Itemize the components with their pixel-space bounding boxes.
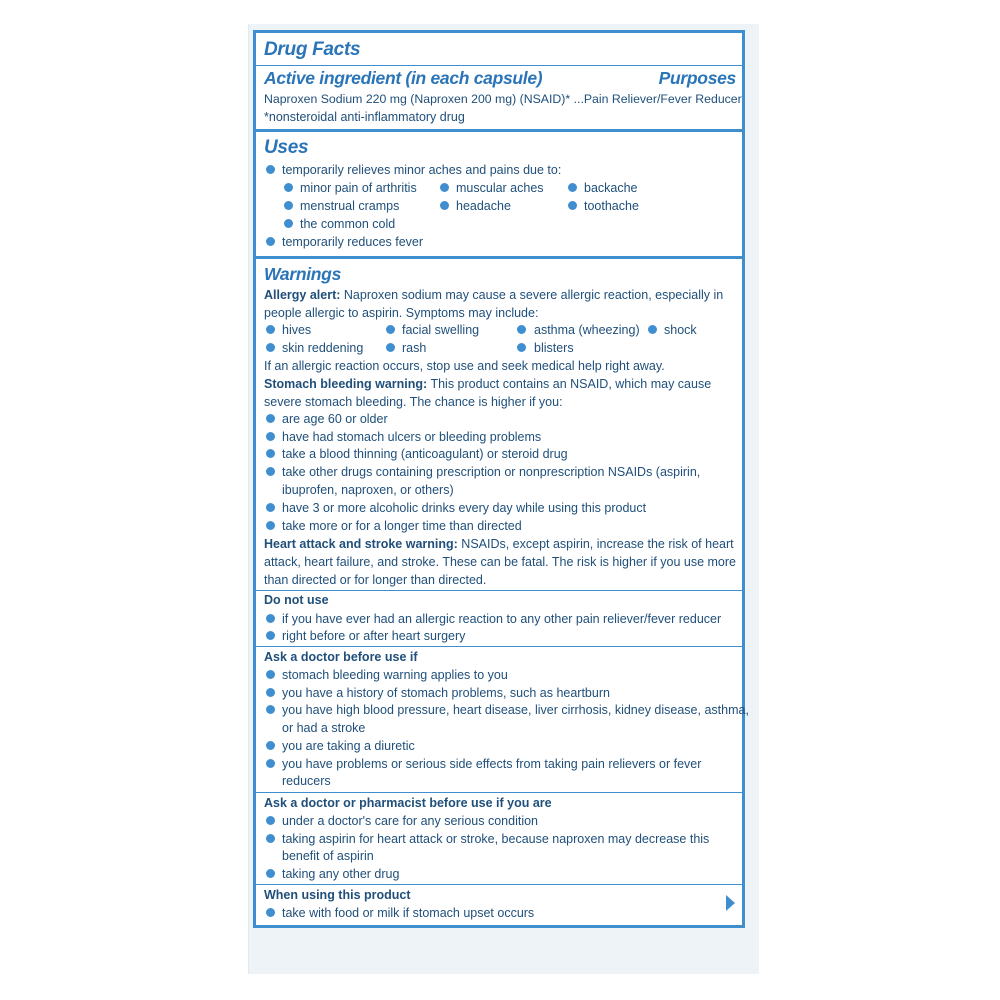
- bullet-dot-icon: [440, 183, 449, 192]
- stomach-item: take a blood thinning (anticoagulant) or steroid drug: [282, 447, 568, 461]
- purposes-heading: Purposes: [658, 68, 736, 88]
- ask-pharmacist-heading: Ask a doctor or pharmacist before use if you are: [264, 796, 552, 810]
- ask-pharmacist-item-cont: benefit of aspirin: [282, 849, 374, 863]
- bullet-dot-icon: [266, 432, 275, 441]
- uses-intro: temporarily relieves minor aches and pains due to:: [282, 163, 562, 177]
- section-divider: [256, 884, 742, 885]
- bullet-dot-icon: [266, 631, 275, 640]
- bullet-dot-icon: [266, 165, 275, 174]
- bullet-dot-icon: [266, 759, 275, 768]
- ask-doctor-heading: Ask a doctor before use if: [264, 650, 418, 664]
- bullet-dot-icon: [284, 201, 293, 210]
- when-using-heading: When using this product: [264, 888, 411, 902]
- stomach-item: have had stomach ulcers or bleeding problems: [282, 430, 542, 444]
- bullet-dot-icon: [386, 325, 395, 334]
- active-ingredient-section: [256, 33, 742, 132]
- ask-pharmacist-item: taking aspirin for heart attack or stroke, because naproxen may decrease this: [282, 832, 710, 846]
- allergy-after-text: If an allergic reaction occurs, stop use and seek medical help right away.: [264, 359, 665, 373]
- continue-arrow-icon: [726, 895, 735, 911]
- allergy-symptom: hives: [282, 323, 312, 337]
- uses-item: toothache: [584, 199, 639, 213]
- ask-doctor-item: you are taking a diuretic: [282, 739, 415, 753]
- uses-item: the common cold: [300, 217, 396, 231]
- uses-item: minor pain of arthritis: [300, 181, 417, 195]
- ask-pharmacist-item: under a doctor's care for any serious condition: [282, 814, 538, 828]
- bullet-dot-icon: [648, 325, 657, 334]
- ask-doctor-item: you have a history of stomach problems, such as heartburn: [282, 686, 610, 700]
- allergy-symptom: blisters: [534, 341, 574, 355]
- section-divider: [256, 590, 742, 591]
- heart-warning-line-3: than directed or for longer than directed.: [264, 573, 487, 587]
- bullet-dot-icon: [266, 614, 275, 623]
- bullet-dot-icon: [568, 201, 577, 210]
- ingredient-footnote: *nonsteroidal anti-inflammatory drug: [264, 110, 465, 124]
- uses-heading: Uses: [264, 137, 309, 158]
- bullet-dot-icon: [266, 343, 275, 352]
- stomach-warning-line-1: Stomach bleeding warning: This product contains an NSAID, which may cause: [264, 377, 712, 391]
- bullet-dot-icon: [284, 219, 293, 228]
- uses-section: [256, 132, 742, 259]
- bullet-dot-icon: [266, 670, 275, 679]
- do-not-use-item: right before or after heart surgery: [282, 629, 466, 643]
- bullet-dot-icon: [266, 237, 275, 246]
- heart-warning-line-1: Heart attack and stroke warning: NSAIDs, except aspirin, increase the risk of heart: [264, 537, 734, 551]
- bullet-dot-icon: [386, 343, 395, 352]
- uses-item: menstrual cramps: [300, 199, 400, 213]
- uses-item: headache: [456, 199, 511, 213]
- drug-facts-panel: [253, 30, 749, 928]
- drug-facts-title: Drug Facts: [264, 39, 361, 60]
- bullet-dot-icon: [266, 741, 275, 750]
- warnings-section: [256, 259, 749, 925]
- ask-doctor-item-cont: reducers: [282, 774, 331, 788]
- uses-reduces-fever: temporarily reduces fever: [282, 235, 424, 249]
- ask-doctor-item: you have problems or serious side effects from taking pain relievers or fever: [282, 757, 702, 771]
- bullet-dot-icon: [266, 705, 275, 714]
- allergy-symptom: rash: [402, 341, 427, 355]
- title-divider: [256, 65, 742, 66]
- stomach-item: are age 60 or older: [282, 412, 388, 426]
- bullet-dot-icon: [517, 325, 526, 334]
- ask-doctor-item: you have high blood pressure, heart disease, liver cirrhosis, kidney disease, asthma,: [282, 703, 749, 717]
- allergy-alert-line-1: Allergy alert: Naproxen sodium may cause a severe allergic reaction, especially in: [264, 288, 724, 302]
- allergy-alert-line-2: people allergic to aspirin. Symptoms may include:: [264, 306, 539, 320]
- bullet-dot-icon: [568, 183, 577, 192]
- stomach-warning-line-2: severe stomach bleeding. The chance is higher if you:: [264, 395, 563, 409]
- stomach-item-cont: ibuprofen, naproxen, or others): [282, 483, 454, 497]
- bullet-dot-icon: [440, 201, 449, 210]
- allergy-symptom: skin reddening: [282, 341, 364, 355]
- bullet-dot-icon: [266, 449, 275, 458]
- bullet-dot-icon: [266, 816, 275, 825]
- do-not-use-heading: Do not use: [264, 593, 329, 607]
- active-ingredient-heading: Active ingredient (in each capsule): [264, 68, 543, 88]
- bullet-dot-icon: [266, 467, 275, 476]
- uses-item: muscular aches: [456, 181, 544, 195]
- warnings-heading: Warnings: [264, 264, 342, 284]
- allergy-symptom: shock: [664, 323, 697, 337]
- bullet-dot-icon: [266, 908, 275, 917]
- bullet-dot-icon: [266, 869, 275, 878]
- allergy-symptom: asthma (wheezing): [534, 323, 640, 337]
- bullet-dot-icon: [284, 183, 293, 192]
- when-using-item: take with food or milk if stomach upset occurs: [282, 906, 535, 920]
- ask-pharmacist-item: taking any other drug: [282, 867, 400, 881]
- stomach-item: take other drugs containing prescription or nonprescription NSAIDs (aspirin,: [282, 465, 701, 479]
- ingredient-line: Naproxen Sodium 220 mg (Naproxen 200 mg) (NSAID)* ...Pain Reliever/Fever Reducer: [264, 92, 742, 106]
- bullet-dot-icon: [517, 343, 526, 352]
- bullet-dot-icon: [266, 325, 275, 334]
- bullet-dot-icon: [266, 414, 275, 423]
- section-divider: [256, 646, 742, 647]
- uses-item: backache: [584, 181, 638, 195]
- do-not-use-item: if you have ever had an allergic reaction to any other pain reliever/fever reducer: [282, 612, 722, 626]
- stomach-item: take more or for a longer time than directed: [282, 519, 522, 533]
- stomach-item: have 3 or more alcoholic drinks every day while using this product: [282, 501, 647, 515]
- allergy-symptom: facial swelling: [402, 323, 480, 337]
- bullet-dot-icon: [266, 503, 275, 512]
- ask-doctor-item: stomach bleeding warning applies to you: [282, 668, 508, 682]
- bullet-dot-icon: [266, 834, 275, 843]
- bullet-dot-icon: [266, 688, 275, 697]
- section-divider: [256, 792, 742, 793]
- heart-warning-line-2: attack, heart failure, and stroke. These can be fatal. The risk is higher if you use more: [264, 555, 737, 569]
- ask-doctor-item-cont: or had a stroke: [282, 721, 366, 735]
- bullet-dot-icon: [266, 521, 275, 530]
